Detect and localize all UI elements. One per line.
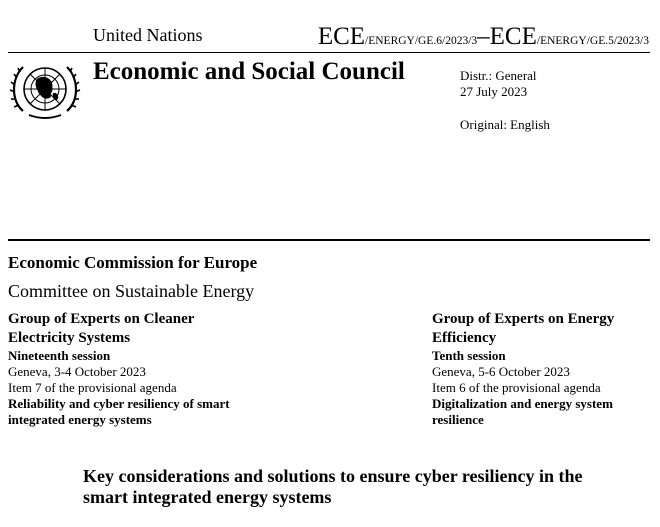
- left-meeting-column: [8, 310, 238, 428]
- un-emblem-icon: [9, 59, 81, 121]
- right-meeting-column: [432, 310, 654, 428]
- symbol-1-prefix: ECE: [317, 23, 366, 50]
- distribution-info: [460, 68, 537, 100]
- right-item-title: Digitalization and energy system resilience: [432, 396, 613, 427]
- symbol-2-suffix: /ENERGY/GE.5/2023/3: [536, 35, 649, 47]
- symbol-1-suffix: /ENERGY/GE.6/2023/3: [365, 35, 478, 47]
- council-title: Economic and Social Council: [93, 58, 405, 85]
- right-agenda-item: Item 6 of the provisional agenda: [432, 380, 601, 395]
- left-item-title: Reliability and cyber resiliency of smart integrated energy systems: [8, 396, 230, 427]
- document-date: 27 July 2023: [460, 84, 528, 99]
- organization-name: United Nations: [93, 25, 203, 45]
- left-session: Nineteenth session: [8, 348, 111, 363]
- original-language: Original: English: [460, 117, 550, 132]
- right-group-title: Group of Experts on Energy Efficiency: [432, 311, 615, 346]
- distribution-text: Distr.: General: [460, 68, 537, 83]
- commission-name: Economic Commission for Europe: [8, 253, 258, 272]
- right-place-date: Geneva, 5-6 October 2023: [432, 364, 570, 379]
- left-place-date: Geneva, 3-4 October 2023: [8, 364, 146, 379]
- section-rule: [8, 239, 650, 241]
- left-group-title: Group of Experts on Cleaner Electricity Systems: [8, 311, 195, 346]
- symbol-2-prefix: ECE: [489, 23, 537, 50]
- left-agenda-item: Item 7 of the provisional agenda: [8, 380, 177, 395]
- symbol-separator: –: [477, 23, 490, 50]
- right-session: Tenth session: [432, 348, 506, 363]
- document-symbols: [318, 23, 649, 51]
- header-rule: [8, 52, 650, 53]
- document-title: Key considerations and solutions to ensure cyber resiliency in the smart integrated energy systems: [83, 466, 583, 507]
- committee-name: Committee on Sustainable Energy: [8, 281, 255, 301]
